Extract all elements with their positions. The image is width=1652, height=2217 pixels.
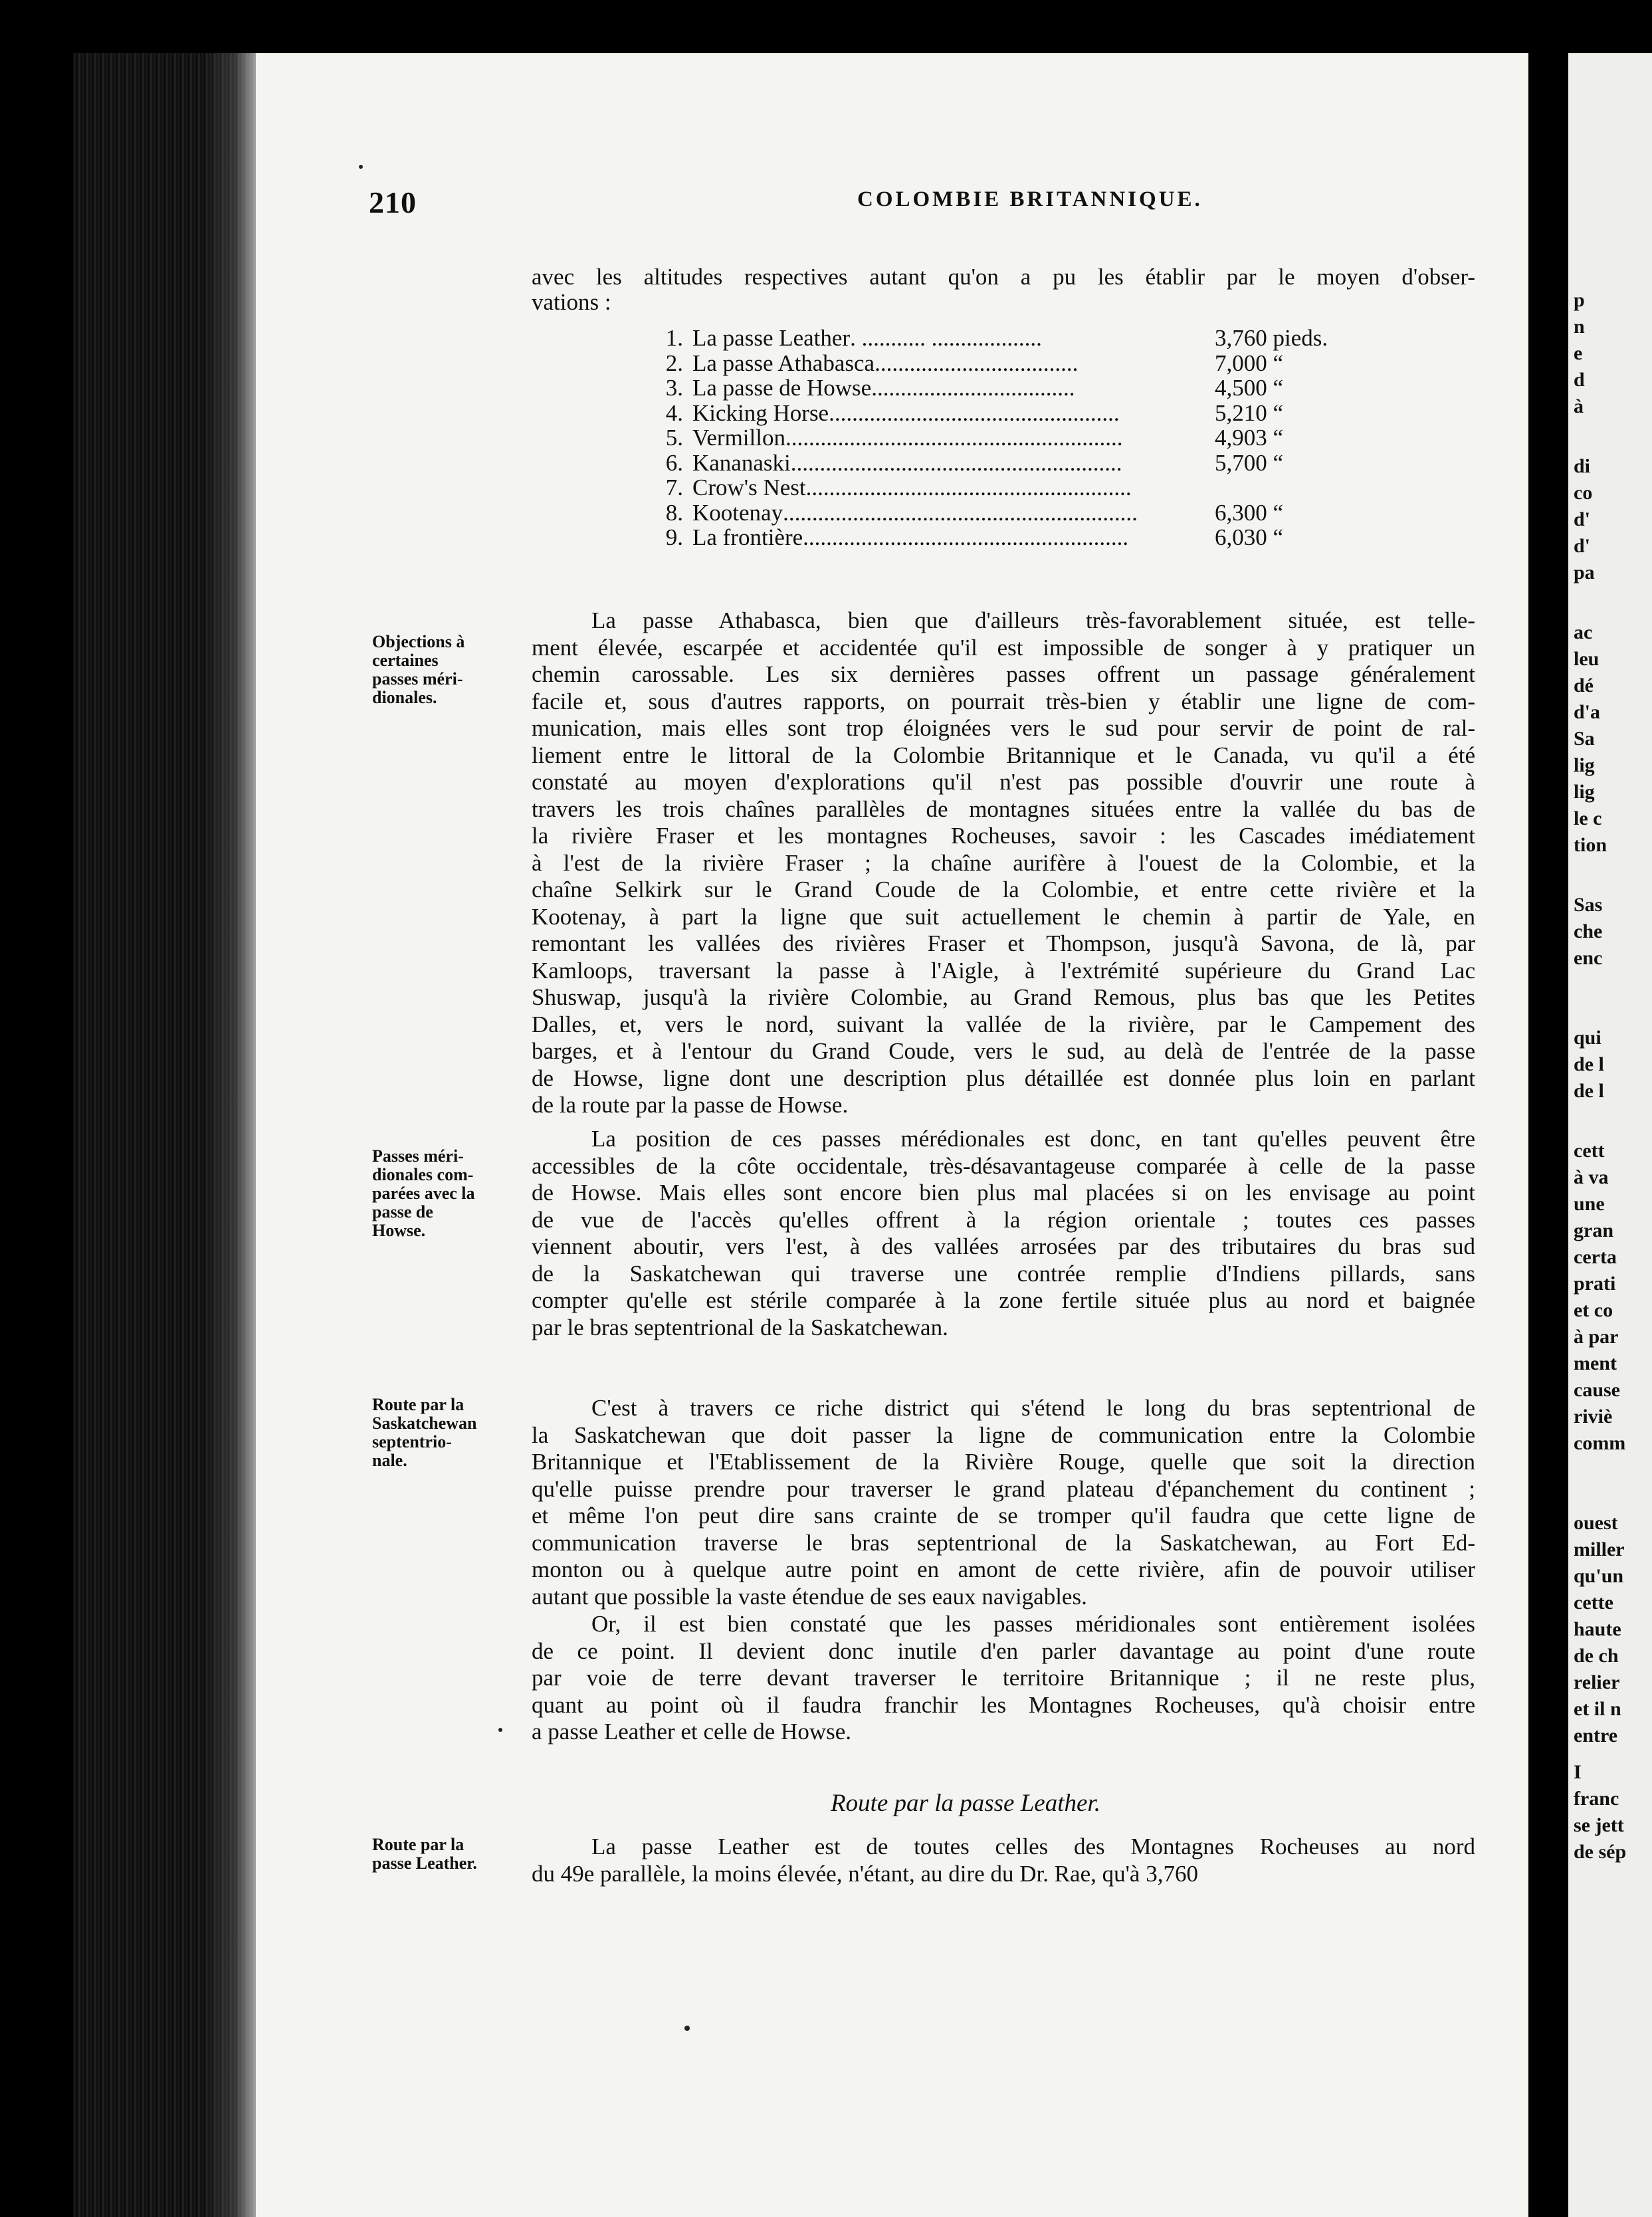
leader-dots: ................................... xyxy=(875,350,1079,376)
facing-page-fragment: de l xyxy=(1574,1080,1604,1102)
pass-list-item xyxy=(645,525,1309,550)
text-line: Kootenay, à part la ligne que suit actuellement le chemin à partir de Yale, en xyxy=(532,903,1475,930)
text-line: quant au point où il faudra franchir les Montagnes Rocheuses, qu'à choisir entre xyxy=(532,1691,1475,1718)
text-line: de la route par la passe de Howse. xyxy=(532,1092,849,1118)
page-number: 210 xyxy=(369,185,417,219)
margin-note-passes-meridionales: Passes méri- dionales com- parées avec la passe de Howse. xyxy=(372,1146,475,1240)
pass-list-item xyxy=(645,351,1309,376)
facing-page-fragment: Sa xyxy=(1574,728,1595,750)
leader-dots: .................................................. xyxy=(829,399,1120,426)
facing-page-fragment: tion xyxy=(1574,834,1607,856)
pass-list-item xyxy=(645,451,1309,476)
facing-page-edge xyxy=(1568,53,1652,2217)
facing-page-fragment: lig xyxy=(1574,781,1595,803)
facing-page-fragment: dé xyxy=(1574,675,1594,696)
facing-page-fragment: comm xyxy=(1574,1432,1626,1454)
pass-number: 5. xyxy=(665,425,683,451)
text-line: liement entre le littoral de la Colombie Britannique et le Canada, vu qu'il a été xyxy=(532,742,1475,768)
facing-page-fragment: de sép xyxy=(1574,1841,1627,1863)
text-line: remontant les vallées des rivières Fraser et Thompson, jusqu'à Savona, de là, par xyxy=(532,930,1475,956)
text-line: et même l'on peut dire sans crainte de se tromper qu'il faudra que cette ligne de xyxy=(532,1503,1475,1529)
pass-altitude: 4,903 “ xyxy=(1215,425,1284,451)
facing-page-fragment: d xyxy=(1574,369,1585,391)
facing-page-fragment: relier xyxy=(1574,1671,1620,1693)
facing-page-fragment: se jett xyxy=(1574,1814,1624,1836)
pass-name: Kootenay xyxy=(692,499,783,526)
scan-left-margin xyxy=(0,0,73,2217)
pass-number: 6. xyxy=(665,449,683,476)
text-line: de la Saskatchewan qui traverse une contrée remplie d'Indiens pillards, sans xyxy=(532,1260,1475,1287)
facing-page-fragment: di xyxy=(1574,455,1591,477)
facing-page-fragment: de l xyxy=(1574,1053,1604,1075)
facing-page-fragment: Sas xyxy=(1574,894,1603,916)
leader-dots: ......................................................... xyxy=(790,449,1122,476)
facing-page-fragment: prati xyxy=(1574,1273,1616,1295)
leader-dots: . ........... ................... xyxy=(850,325,1042,351)
facing-page-fragment: à xyxy=(1574,395,1584,417)
pass-list-item xyxy=(645,375,1309,401)
text-line: La passe Athabasca, bien que d'ailleurs très-favorablement située, est telle- xyxy=(591,607,1475,633)
facing-page-fragment: cause xyxy=(1574,1379,1620,1401)
facing-page-fragment: et il n xyxy=(1574,1698,1621,1720)
text-line: C'est à travers ce riche district qui s'étend le long du bras septentrional de xyxy=(591,1395,1475,1421)
leader-dots: ........................................................ xyxy=(805,475,1132,500)
page-gutter xyxy=(1528,0,1568,2217)
facing-page-fragment: haute xyxy=(1574,1618,1621,1640)
facing-page-fragment: gran xyxy=(1574,1219,1613,1241)
pass-name: Kananaski xyxy=(692,449,791,476)
text-line: ment élevée, escarpée et accidentée qu'il est impossible de songer à y pratiquer un xyxy=(532,634,1475,661)
scan-speck xyxy=(359,165,363,169)
facing-page-fragment: à va xyxy=(1574,1166,1609,1188)
pass-name: La passe Athabasca xyxy=(692,350,875,376)
facing-page-fragment: ouest xyxy=(1574,1512,1618,1534)
facing-page-fragment: franc xyxy=(1574,1788,1619,1810)
facing-page-fragment: enc xyxy=(1574,947,1603,969)
text-line: par le bras septentrional de la Saskatchewan. xyxy=(532,1314,948,1340)
text-line: Kamloops, traversant la passe à l'Aigle, à l'extrémité supérieure du Grand Lac xyxy=(532,957,1475,984)
text-line: communication traverse le bras septentrional de la Saskatchewan, au Fort Ed- xyxy=(532,1529,1475,1556)
pass-list-item xyxy=(645,325,1328,351)
pass-altitude: 3,760 pieds. xyxy=(1215,325,1328,351)
pass-list-item xyxy=(645,425,1309,451)
leader-dots: .......................................................... xyxy=(785,425,1123,451)
pass-altitude: 7,000 “ xyxy=(1215,350,1284,376)
pass-number: 3. xyxy=(665,375,683,401)
leader-dots: ................................... xyxy=(871,375,1075,401)
pass-altitude: 6,030 “ xyxy=(1215,524,1284,550)
text-line: à l'est de la rivière Fraser ; la chaîne aurifère à l'ouest de la Colombie, et la xyxy=(532,849,1475,876)
pass-altitude: 4,500 “ xyxy=(1215,375,1284,401)
facing-page-fragment: che xyxy=(1574,920,1603,942)
text-line: chemin carossable. Les six dernières passes offrent un passage généralement xyxy=(532,661,1475,687)
text-line: accessibles de la côte occidentale, très-désavantageuse comparée à celle de la passe xyxy=(532,1152,1475,1179)
pass-name: La frontière xyxy=(692,524,803,550)
facing-page-fragment: le c xyxy=(1574,807,1602,829)
text-line: La passe Leather est de toutes celles des Montagnes Rocheuses au nord xyxy=(591,1834,1475,1859)
pass-number: 2. xyxy=(665,350,683,376)
pass-altitude: 6,300 “ xyxy=(1215,499,1284,526)
scan-speck xyxy=(498,1728,502,1732)
facing-page-fragment: leu xyxy=(1574,648,1600,670)
pass-name: La passe de Howse xyxy=(692,375,872,401)
subheading-route-leather: Route par la passe Leather. xyxy=(831,1790,1100,1817)
facing-page-fragment: I xyxy=(1574,1761,1582,1783)
margin-note-route-saskatchewan: Route par la Saskatchewan septentrio- nale. xyxy=(372,1395,477,1470)
pass-altitude: 5,210 “ xyxy=(1215,399,1284,426)
pass-number: 9. xyxy=(665,524,683,550)
text-line: qu'elle puisse prendre pour traverser le grand plateau d'épanchement du continent ; xyxy=(532,1475,1475,1502)
facing-page-fragment: ment xyxy=(1574,1352,1617,1374)
text-line: monton ou à quelque autre point en amont de cette rivière, afin de pouvoir utiliser xyxy=(532,1556,1475,1582)
scan-speck xyxy=(684,2026,690,2031)
text-line: la rivière Fraser et les montagnes Rocheuses, savoir : les Cascades imédiatement xyxy=(532,823,1475,849)
text-line: de vue de l'accès qu'elles offrent à la région orientale ; toutes ces passes xyxy=(532,1206,1475,1233)
pass-number: 7. xyxy=(665,475,683,500)
text-line: barges, et à l'entour du Grand Coude, vers le sud, au delà de l'entrée de la passe xyxy=(532,1038,1475,1064)
facing-page-fragment: certa xyxy=(1574,1246,1617,1268)
margin-note-route-leather: Route par la passe Leather. xyxy=(372,1835,477,1873)
facing-page-fragment: qui xyxy=(1574,1027,1601,1049)
facing-page-fragment: d'a xyxy=(1574,701,1601,723)
pass-name: La passe Leather xyxy=(692,325,851,351)
leader-dots: ........................................................ xyxy=(803,524,1129,550)
text-line: par voie de terre devant traverser le territoire Britannique ; il ne reste plus, xyxy=(532,1665,1475,1691)
pass-number: 4. xyxy=(665,399,683,426)
facing-page-fragment: n xyxy=(1574,316,1585,338)
text-line: de Howse. Mais elles sont encore bien plus mal placées si on les envisage au point xyxy=(532,1180,1475,1206)
text-line: Britannique et l'Etablissement de la Rivière Rouge, quelle que soit la direction xyxy=(532,1449,1475,1475)
text-line: autant que possible la vaste étendue de ses eaux navigables. xyxy=(532,1583,1087,1610)
pass-number: 1. xyxy=(665,325,683,351)
text-line: de Howse, ligne dont une description plus détaillée est donnée plus loin en parlant xyxy=(532,1065,1475,1091)
leader-dots: ............................................................. xyxy=(783,499,1138,526)
pass-list-item xyxy=(645,475,1309,500)
facing-page-fragment: riviè xyxy=(1574,1406,1613,1427)
text-line: Dalles, et, vers le nord, suivant la vallée de la rivière, par le Campement des xyxy=(532,1011,1475,1037)
pass-list-item xyxy=(645,500,1309,526)
facing-page-fragment: cette xyxy=(1574,1592,1613,1614)
facing-page-fragment: et co xyxy=(1574,1299,1613,1321)
text-line: Shuswap, jusqu'à la rivière Colombie, au Grand Remous, plus bas que les Petites xyxy=(532,984,1475,1010)
facing-page-fragment: à par xyxy=(1574,1326,1619,1348)
facing-page-fragment: qu'un xyxy=(1574,1565,1624,1587)
text-line: constaté au moyen d'explorations qu'il n'est pas possible d'ouvrir une route à xyxy=(532,769,1475,795)
text-line: la Saskatchewan que doit passer la ligne de communication entre la Colombie xyxy=(532,1422,1475,1448)
intro-line-2: vations : xyxy=(532,289,611,315)
margin-note-objections: Objections à certaines passes méri- dionales. xyxy=(372,632,465,707)
running-head: COLOMBIE BRITANNIQUE. xyxy=(857,187,1203,211)
facing-page-fragment: miller xyxy=(1574,1538,1625,1560)
pass-number: 8. xyxy=(665,499,683,526)
facing-page-fragment: e xyxy=(1574,342,1583,364)
facing-page-fragment: de ch xyxy=(1574,1645,1619,1667)
text-line: facile et, sous d'autres rapports, on pourrait très-bien y établir une ligne de com- xyxy=(532,688,1475,714)
pass-list-item xyxy=(645,401,1309,426)
facing-page-fragment: cett xyxy=(1574,1140,1605,1162)
text-line: a passe Leather et celle de Howse. xyxy=(532,1719,852,1744)
facing-page-fragment: p xyxy=(1574,289,1585,311)
text-line: chaîne Selkirk sur le Grand Coude de la Colombie, et entre cette rivière et la xyxy=(532,877,1475,902)
text-line: du 49e parallèle, la moins élevée, n'étant, au dire du Dr. Rae, qu'à 3,760 xyxy=(532,1860,1198,1887)
binding-shadow xyxy=(73,53,256,2217)
facing-page-fragment: ac xyxy=(1574,621,1593,643)
text-line: viennent aboutir, vers l'est, à des vallées arrosées par des tributaires du bras sud xyxy=(532,1233,1475,1259)
pass-name: Vermillon xyxy=(692,425,785,451)
pass-name: Crow's Nest xyxy=(692,475,806,500)
text-line: travers les trois chaînes parallèles de montagnes situées entre la vallée du bas de xyxy=(532,795,1475,822)
facing-page-fragment: co xyxy=(1574,482,1593,504)
intro-line-1: avec les altitudes respectives autant qu'on a pu les établir par le moyen d'obser- xyxy=(532,264,1475,290)
pass-name: Kicking Horse xyxy=(692,399,829,426)
facing-page-fragment: d' xyxy=(1574,508,1591,530)
pass-altitude: 5,700 “ xyxy=(1215,449,1284,476)
text-line: munication, mais elles sont trop éloignées vers le sud pour servir de point de ral- xyxy=(532,715,1475,741)
text-line: La position de ces passes mérédionales est donc, en tant qu'elles peuvent être xyxy=(591,1126,1475,1152)
text-line: compter qu'elle est stérile comparée à la zone fertile située plus au nord et baignée xyxy=(532,1287,1475,1313)
facing-page-fragment: une xyxy=(1574,1193,1605,1215)
facing-page-fragment: lig xyxy=(1574,754,1595,776)
facing-page-fragment: entre xyxy=(1574,1725,1618,1746)
text-line: Or, il est bien constaté que les passes méridionales sont entièrement isolées xyxy=(591,1611,1475,1637)
facing-page-fragment: d' xyxy=(1574,535,1591,557)
facing-page-fragment: pa xyxy=(1574,562,1595,583)
text-line: de ce point. Il devient donc inutile d'en parler davantage au point d'une route xyxy=(532,1637,1475,1664)
